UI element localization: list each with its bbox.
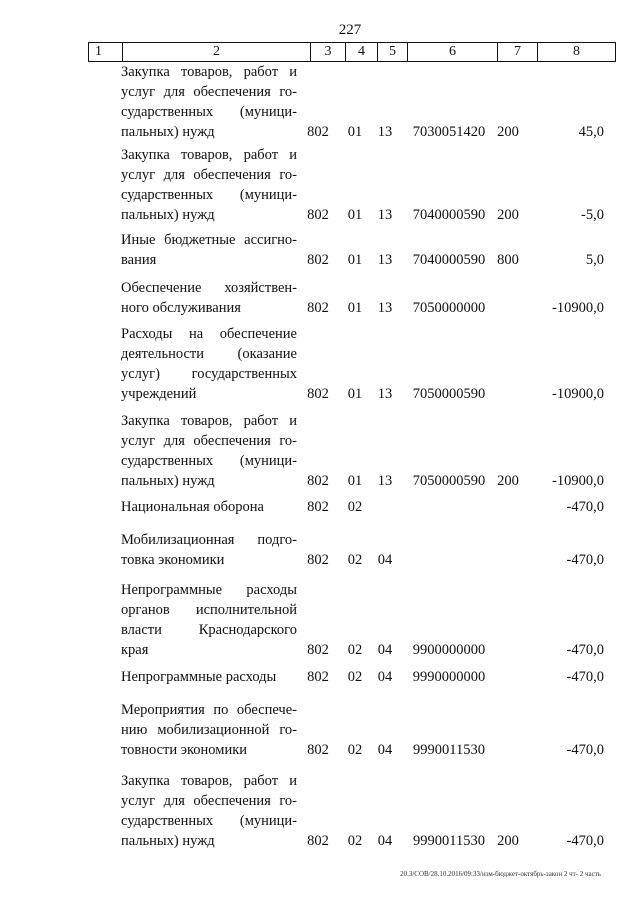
cell-c6: 7040000590 [412,252,486,268]
row-name [121,278,297,318]
row-name [121,411,297,491]
cell-c8: -10900,0 [552,386,604,402]
column-header-6: 6 [408,43,498,62]
table-row [0,771,640,851]
cell-c3: 802 [307,742,329,758]
row-name-line: сударственных (муници- [121,813,297,829]
row-name-line: Непрограммные расходы [121,669,277,685]
table-row [0,62,640,142]
table-row [0,145,640,225]
row-name-line: услуг для обеспечения го- [121,793,297,809]
cell-c8: -10900,0 [552,300,604,316]
row-name [121,497,297,517]
column-header-4: 4 [346,43,378,62]
row-name [121,230,297,270]
row-name-line: услуг) государственных [121,366,297,382]
cell-c4: 01 [347,252,363,268]
row-name-line: деятельности (оказание [121,346,297,362]
row-name-line: Расходы на обеспечение [121,326,297,342]
row-name-line: Иные бюджетные ассигно- [121,232,297,248]
cell-c5: 04 [377,552,393,568]
cell-c7: 200 [497,473,519,489]
cell-c3: 802 [307,642,329,658]
cell-c7: 200 [497,207,519,223]
cell-c6: 9990000000 [412,669,486,685]
cell-c8: 45,0 [578,124,604,140]
cell-c8: -470,0 [566,552,604,568]
table-row [0,230,640,270]
cell-c3: 802 [307,833,329,849]
row-name-line: Закупка товаров, работ и [121,147,297,163]
cell-c5: 04 [377,833,393,849]
row-name [121,145,297,225]
table-row [0,411,640,491]
row-name-line: пальных) нужд [121,124,215,140]
cell-c4: 01 [347,386,363,402]
cell-c6: 9990011530 [413,742,485,758]
table-row [0,278,640,318]
row-name-line: сударственных (муници- [121,187,297,203]
cell-c3: 802 [307,499,329,515]
row-name-line: услуг для обеспечения го- [121,433,297,449]
cell-c5: 13 [377,473,393,489]
cell-c8: -10900,0 [552,473,604,489]
cell-c4: 02 [347,552,363,568]
cell-c8: -5,0 [581,207,604,223]
cell-c4: 01 [347,124,363,140]
row-name-line: услуг для обеспечения го- [121,84,297,100]
row-name-line: вания [121,252,157,268]
cell-c4: 02 [347,642,363,658]
page-number: 227 [338,22,362,38]
row-name-line: пальных) нужд [121,207,215,223]
cell-c8: -470,0 [566,499,604,515]
cell-c5: 04 [377,742,393,758]
cell-c4: 01 [347,300,363,316]
cell-c8: -470,0 [566,742,604,758]
cell-c7: 200 [497,833,519,849]
row-name-line: ного обслуживания [121,300,241,316]
row-name [121,530,297,570]
row-name-line: Мобилизационная подго- [121,532,297,548]
cell-c4: 02 [347,499,363,515]
cell-c5: 13 [377,207,393,223]
cell-c5: 13 [377,252,393,268]
column-header-3: 3 [311,43,346,62]
column-header-7: 7 [498,43,538,62]
cell-c8: -470,0 [566,642,604,658]
table-row [0,700,640,760]
row-name-line: Закупка товаров, работ и [121,773,297,789]
row-name-line: нию мобилизационной го- [121,722,297,738]
cell-c6: 7030051420 [412,124,486,140]
column-header-8: 8 [538,43,616,62]
cell-c3: 802 [307,252,329,268]
footer-file-path: 20.3/СОВ/28.10.2016/09:33/изм-бюджет-октябрь-закон 2 чт- 2 часть [400,870,601,878]
row-name-line: сударственных (муници- [121,453,297,469]
cell-c6: 7040000590 [412,207,486,223]
cell-c8: 5,0 [585,252,604,268]
cell-c4: 02 [347,833,363,849]
cell-c5: 13 [377,386,393,402]
row-name [121,700,297,760]
table-row [0,497,640,517]
cell-c6: 9990011530 [413,833,485,849]
row-name-line: края [121,642,149,658]
row-name-line: учреждений [121,386,197,402]
table-row [0,530,640,570]
cell-c3: 802 [307,669,329,685]
cell-c8: -470,0 [566,669,604,685]
cell-c5: 04 [377,669,393,685]
cell-c3: 802 [307,473,329,489]
row-name-line: власти Краснодарского [121,622,297,638]
cell-c5: 13 [377,300,393,316]
row-name-line: Закупка товаров, работ и [121,413,297,429]
table-row [0,667,640,687]
table-row [0,580,640,660]
cell-c4: 02 [347,742,363,758]
cell-c6: 7050000590 [412,386,486,402]
table-row [0,324,640,404]
row-name [121,62,297,142]
cell-c4: 01 [347,473,363,489]
cell-c8: -470,0 [566,833,604,849]
row-name-line: Обеспечение хозяйствен- [121,280,297,296]
cell-c6: 7050000590 [412,473,486,489]
column-header-1: 1 [89,43,123,62]
cell-c3: 802 [307,124,329,140]
cell-c6: 9900000000 [412,642,486,658]
row-name [121,580,297,660]
row-name-line: органов исполнительной [121,602,297,618]
cell-c4: 02 [347,669,363,685]
cell-c5: 04 [377,642,393,658]
column-header-5: 5 [378,43,408,62]
row-name [121,324,297,404]
row-name-line: товка экономики [121,552,225,568]
column-header-2: 2 [123,43,311,62]
row-name [121,667,297,687]
row-name [121,771,297,851]
cell-c3: 802 [307,552,329,568]
row-name-line: пальных) нужд [121,473,215,489]
cell-c7: 200 [497,124,519,140]
cell-c5: 13 [377,124,393,140]
row-name-line: товности экономики [121,742,248,758]
row-name-line: сударственных (муници- [121,104,297,120]
row-name-line: услуг для обеспечения го- [121,167,297,183]
row-name-line: Закупка товаров, работ и [121,64,297,80]
row-name-line: Национальная оборона [121,499,264,515]
row-name-line: Непрограммные расходы [121,582,297,598]
cell-c7: 800 [497,252,519,268]
cell-c3: 802 [307,207,329,223]
cell-c4: 01 [347,207,363,223]
cell-c3: 802 [307,386,329,402]
cell-c3: 802 [307,300,329,316]
row-name-line: пальных) нужд [121,833,215,849]
cell-c6: 7050000000 [412,300,486,316]
column-header-row [88,42,616,62]
row-name-line: Мероприятия по обеспече- [121,702,297,718]
